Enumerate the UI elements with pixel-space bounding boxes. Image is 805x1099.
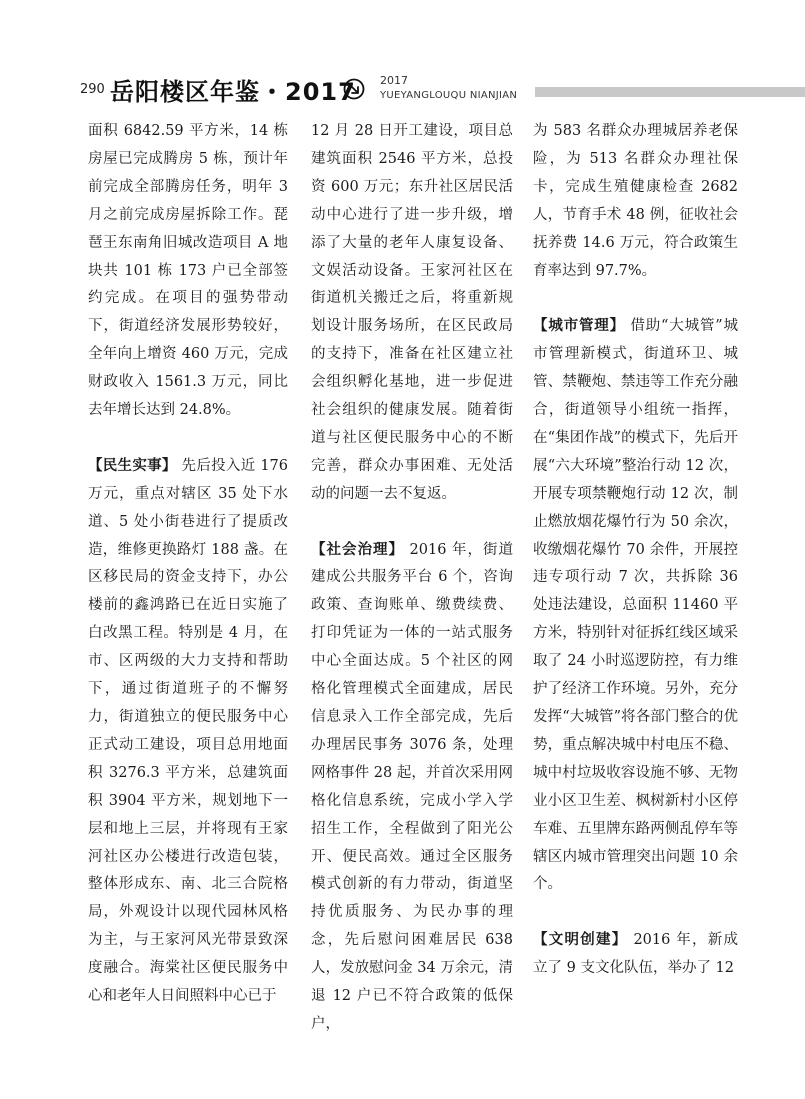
section-livelihood <box>88 453 288 1011</box>
section-text: 2016 年，街道建成公共服务平台 6 个，咨询政策、查询账单、缴费续费、打印凭证为一体的一站式服务中心全面达成。5 个社区的网格化管理模式全面建成，居民信息录入工作全部完成，先后办理居民事务 3076 条，处理网格事件 28 起，并首次采用网格化信息系统，完成小学入学招生工作，全程做到了阳光公开、便民高效。通过全区服务模式创新的有力带动，街道坚持优质服务、为民办事的理念，先后慰问困难居民 638 人，发放慰问金 34 万余元，清退 12 户已不符合政策的低保户， <box>311 541 513 1032</box>
text-column-2 <box>311 118 513 1039</box>
header-rule <box>535 87 805 97</box>
section-title: 【社会治理】 <box>311 541 404 558</box>
section-text: 先后投入近 176 万元，重点对辖区 35 处下水道、5 处小街巷进行了提质改造，维修更换路灯 188 盏。在区移民局的资金支持下，办公楼前的鑫鸿路已在近日实施了白改黑工程。特别是 4 月，在市、区两级的大力支持和帮助下，通过街道班子的不懈努力，街道独立的便民服务中心正式动工建设，项目总用地面积 3276.3 平方米，总建筑面积 3904 平方米，规划地下一层和地上三层，并将现有王家河社区办公楼进行改造包装，整体形成东、南、北三合院格局，外观设计以现代园林风格为主，与王家河风光带景致深度融合。海棠社区便民服务中心和老年人日间照料中心已于 <box>88 457 289 1005</box>
page-header <box>0 66 805 116</box>
paragraph: 为 583 名群众办理城居养老保险，为 513 名群众办理社保卡，完成生殖健康检查 2682 人，节育手术 48 例，征收社会抚养费 14.6 万元，符合政策生育率达到 97.7%。 <box>533 123 738 279</box>
text-column-3 <box>533 118 738 983</box>
section-title: 【民生实事】 <box>88 457 177 474</box>
english-title: YUEYANGLOUQU NIANJIAN <box>380 90 518 101</box>
text-column-1 <box>88 118 288 1011</box>
section-governance <box>311 537 513 1039</box>
section-title: 【城市管理】 <box>533 318 625 335</box>
circle-arrow-icon <box>343 78 365 100</box>
section-text: 借助“大城管”城市管理新模式，街道环卫、城管、禁鞭炮、禁违等工作充分融合，街道领导小组统一指挥，在“集团作战”的模式下，先后开展“六大环境”整治行动 12 次，开展专项禁鞭炮行动 12 次，制止燃放烟花爆竹行为 50 余次，收缴烟花爆竹 70 余件，开展控违专项行动 7 次，共拆除 36 处违法建设，总面积 11460 平方米，特别针对征拆红线区域采取了 24 小时巡逻防控，有力维护了经济工作环境。另外，充分发挥“大城管”将各部门整合的优势，重点解决城中村电压不稳、城中村垃圾收容设施不够、无物业小区卫生差、枫树新村小区停车难、五里牌东路两侧乱停车等辖区内城市管理突出问题 10 余个。 <box>533 318 739 893</box>
section-civilization <box>533 927 738 983</box>
paragraph: 面积 6842.59 平方米，14 栋房屋已完成腾房 5 栋，预计年前完成全部腾房任务，明年 3 月之前完成房屋拆除工作。琵琶王东南角旧城改造项目 A 地块共 101 栋 173 户已全部签约完成。在项目的强势带动下，街道经济发展形势较好，全年向上增资 460 万元，完成财政收入 1561.3 万元，同比去年增长达到 24.8%。 <box>88 123 288 419</box>
paragraph: 12 月 28 日开工建设，项目总建筑面积 2546 平方米，总投资 600 万元；东升社区居民活动中心进行了进一步升级，增添了大量的老年人康复设备、文娱活动设备。王家河社区在街道机关搬迁之后，将重新规划设计服务场所，在区民政局的支持下，准备在社区建立社会组织孵化基地，进一步促进社会组织的健康发展。随着街道与社区便民服务中心的不断完善，群众办事困难、无处活动的问题一去不复返。 <box>311 123 513 502</box>
yearbook-title: 岳阳楼区年鉴・2017 <box>110 78 356 106</box>
section-text: 2016 年，新成立了 9 支文化队伍，举办了 12 <box>533 932 739 977</box>
english-year: 2017 <box>380 74 408 87</box>
section-city-management <box>533 313 738 899</box>
page-number: 290 <box>80 82 105 97</box>
section-title: 【文明创建】 <box>533 932 628 949</box>
